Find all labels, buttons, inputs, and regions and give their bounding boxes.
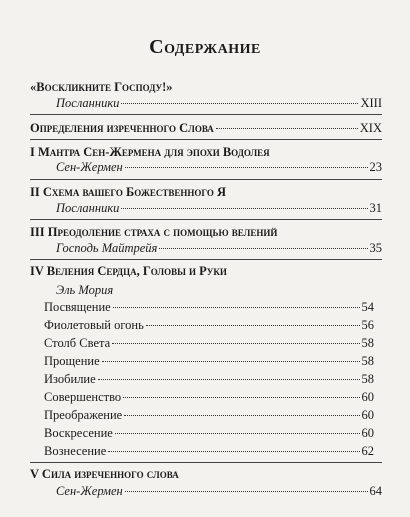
toc-heading: II Схема вашего Божественного Я <box>30 185 227 199</box>
page-title: Содержание <box>149 36 261 58</box>
toc-author: Господь Майтрейя <box>56 241 158 255</box>
toc-page-number: 62 <box>361 444 374 458</box>
toc-page-number: 60 <box>361 426 374 440</box>
toc-item <box>44 390 374 405</box>
toc-page-number: 54 <box>361 300 374 314</box>
toc-item-label: Воскресение <box>44 426 113 440</box>
toc-author: Посланники <box>56 96 120 110</box>
toc-leader-dots <box>159 248 367 249</box>
toc-author: Посланники <box>56 201 120 215</box>
toc-page-number: 60 <box>361 390 374 404</box>
toc-page-number: 60 <box>361 408 374 422</box>
toc-item-label: Совершенство <box>44 390 122 404</box>
toc-heading: «Воскликните Господу!» <box>30 80 173 94</box>
toc-page-number: 58 <box>361 372 374 386</box>
toc-item <box>44 426 374 441</box>
toc-heading: I Мантра Сен-Жермена для эпохи Водолея <box>30 145 270 159</box>
toc-heading: V Сила изреченного слова <box>30 467 179 481</box>
toc-item <box>44 354 374 369</box>
toc-leader-dots <box>113 307 360 308</box>
toc-leader-dots <box>216 128 358 129</box>
toc-page-number: XIX <box>359 121 382 135</box>
toc-leader-dots <box>102 361 360 362</box>
toc-page-number: 58 <box>361 336 374 350</box>
toc-divider <box>30 179 382 180</box>
toc-item <box>44 336 374 351</box>
toc-leader-dots <box>146 325 360 326</box>
toc-page-number: 56 <box>361 318 374 332</box>
toc-page-number: 35 <box>369 241 382 255</box>
toc-divider <box>30 219 382 220</box>
toc-page-number: 23 <box>369 160 382 174</box>
toc-entry <box>30 121 382 136</box>
toc-author: Эль Мория <box>56 283 114 297</box>
toc-item-label: Вознесение <box>44 444 107 458</box>
toc-leader-dots <box>125 491 368 492</box>
toc-item <box>44 300 374 315</box>
toc-divider <box>30 462 382 463</box>
toc-leader-dots <box>115 433 360 434</box>
toc-heading: Определения изреченного Слова <box>30 121 214 135</box>
toc-page-number: 31 <box>369 201 382 215</box>
toc-subentry <box>56 96 382 111</box>
toc-author: Сен-Жермен <box>56 160 123 174</box>
toc-item <box>44 444 374 459</box>
toc-item-label: Прощение <box>44 354 100 368</box>
toc-author: Сен-Жермен <box>56 484 123 498</box>
toc-heading: IV Веления Сердца, Головы и Руки <box>30 264 227 278</box>
toc-subentry <box>56 241 382 256</box>
toc-divider <box>30 139 382 140</box>
toc-divider <box>30 114 382 115</box>
toc-item-label: Преображение <box>44 408 123 422</box>
toc-subentry <box>56 484 382 499</box>
toc-item <box>44 408 374 423</box>
toc-item-label: Посвящение <box>44 300 111 314</box>
toc-item <box>44 318 374 333</box>
toc-leader-dots <box>125 167 368 168</box>
toc-leader-dots <box>121 103 358 104</box>
toc-item <box>44 372 374 387</box>
toc-leader-dots <box>108 451 359 452</box>
toc-divider <box>30 259 382 260</box>
toc-item-label: Столб Света <box>44 336 111 350</box>
toc-page-number: 58 <box>361 354 374 368</box>
toc-leader-dots <box>121 208 367 209</box>
toc-leader-dots <box>98 379 360 380</box>
toc-subentry <box>56 160 382 175</box>
toc-leader-dots <box>112 343 359 344</box>
toc-subentry <box>56 201 382 216</box>
toc-page-number: XIII <box>360 96 382 110</box>
toc-leader-dots <box>123 397 359 398</box>
toc-heading: III Преодоление страха с помощью велений <box>30 225 278 239</box>
toc-leader-dots <box>124 415 359 416</box>
toc-item-label: Изобилие <box>44 372 96 386</box>
toc-item-label: Фиолетовый огонь <box>44 318 144 332</box>
toc-page-number: 64 <box>369 484 382 498</box>
